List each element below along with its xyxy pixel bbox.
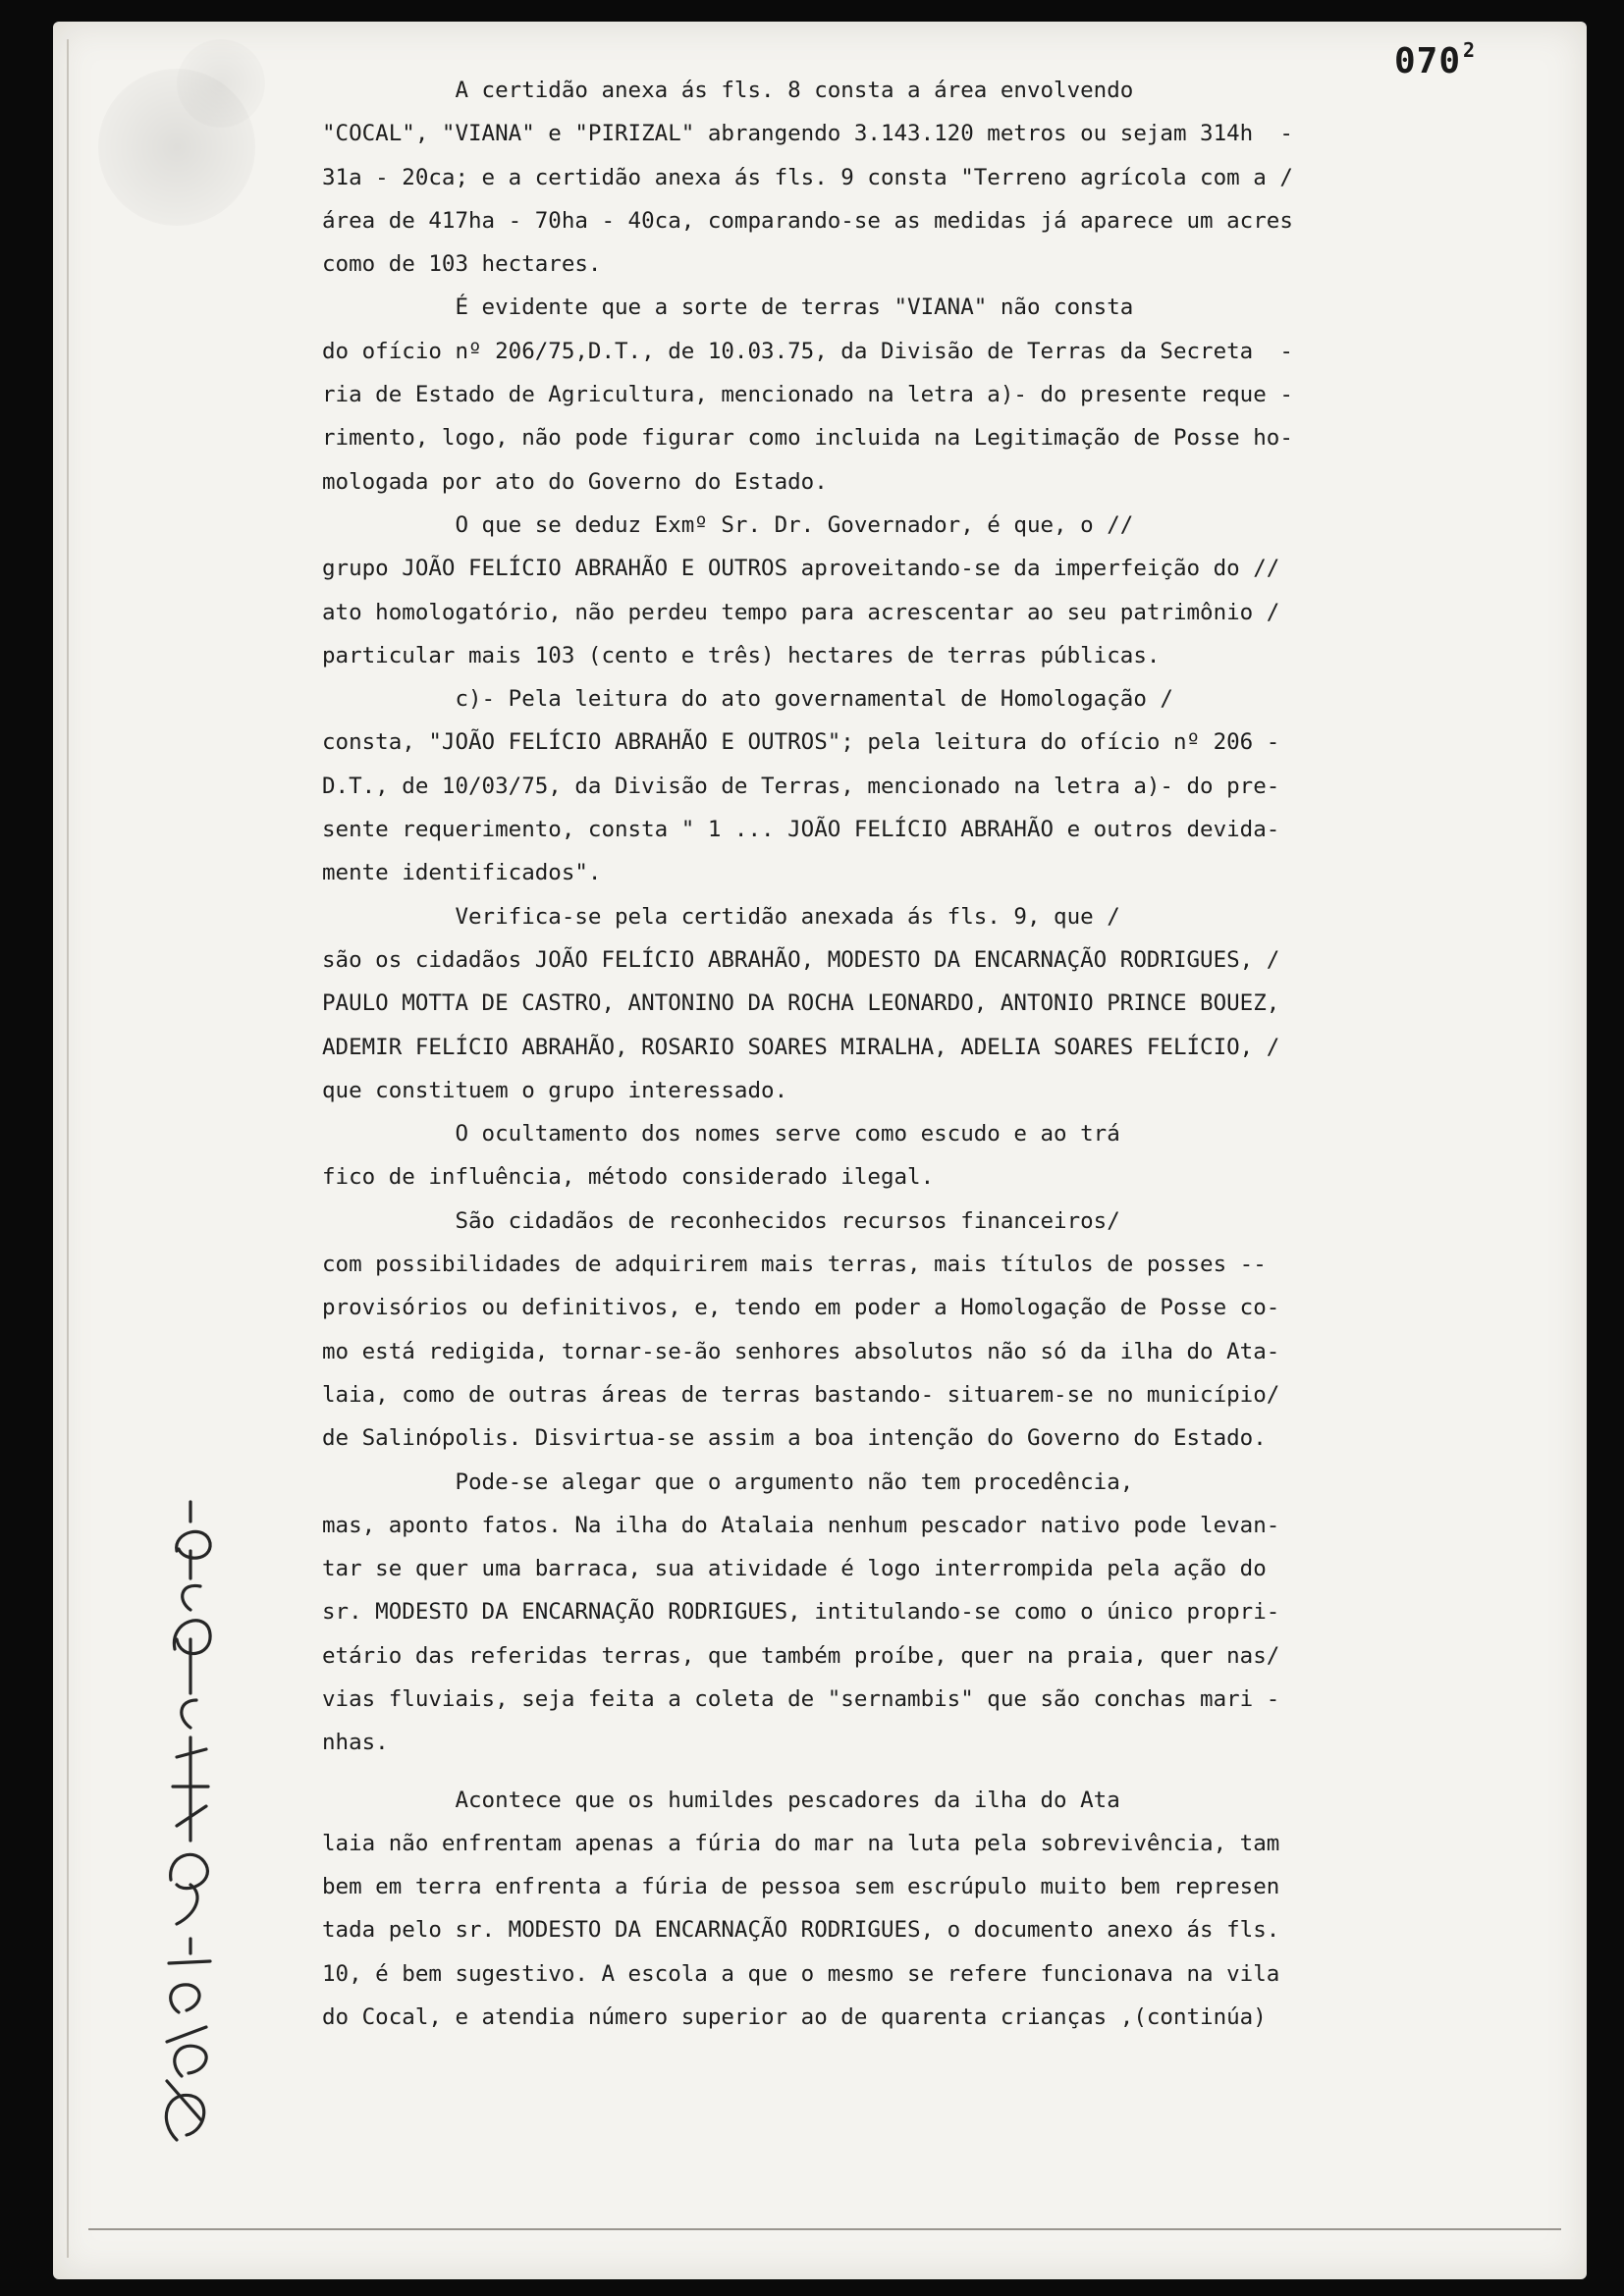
- page-number-value: 070: [1394, 41, 1462, 81]
- handwritten-signature: [108, 1492, 265, 2160]
- text-line: laia, como de outras áreas de terras bastando- situarem-se no município/: [322, 1381, 1280, 1408]
- text-line: D.T., de 10/03/75, da Divisão de Terras, mencionado na letra a)- do pre-: [322, 773, 1280, 799]
- text-line: são os cidadãos JOÃO FELÍCIO ABRAHÃO, MODESTO DA ENCARNAÇÃO RODRIGUES, /: [322, 946, 1280, 973]
- text-line: ADEMIR FELÍCIO ABRAHÃO, ROSARIO SOARES MIRALHA, ADELIA SOARES FELÍCIO, /: [322, 1034, 1280, 1060]
- text-line: fico de influência, método considerado ilegal.: [322, 1164, 935, 1191]
- document-body: [322, 69, 1522, 2039]
- text-line: "COCAL", "VIANA" e "PIRIZAL" abrangendo 3.143.120 metros ou sejam 314h -: [322, 121, 1293, 147]
- text-line: c)- Pela leitura do ato governamental de Homologação /: [322, 686, 1173, 713]
- text-line: provisórios ou definitivos, e, tendo em poder a Homologação de Posse co-: [322, 1295, 1280, 1321]
- text-line: PAULO MOTTA DE CASTRO, ANTONINO DA ROCHA LEONARDO, ANTONIO PRINCE BOUEZ,: [322, 990, 1280, 1017]
- scan-smudge: [177, 39, 265, 128]
- text-line: laia não enfrentam apenas a fúria do mar na luta pela sobrevivência, tam: [322, 1830, 1280, 1856]
- text-line: Acontece que os humildes pescadores da ilha do Ata: [322, 1787, 1120, 1813]
- text-line: mas, aponto fatos. Na ilha do Atalaia nenhum pescador nativo pode levan-: [322, 1512, 1280, 1538]
- text-line: sente requerimento, consta " 1 ... JOÃO FELÍCIO ABRAHÃO e outros devida-: [322, 817, 1280, 843]
- text-line: de Salinópolis. Disvirtua-se assim a boa intenção do Governo do Estado.: [322, 1425, 1267, 1452]
- text-line: vias fluviais, seja feita a coleta de "sernambis" que são conchas mari -: [322, 1685, 1280, 1712]
- text-line: como de 103 hectares.: [322, 251, 602, 278]
- page-number-suffix: 2: [1463, 38, 1477, 62]
- text-line: etário das referidas terras, que também proíbe, quer na praia, quer nas/: [322, 1642, 1280, 1669]
- text-line: sr. MODESTO DA ENCARNAÇÃO RODRIGUES, intitulando-se como o único propri-: [322, 1599, 1280, 1626]
- text-line: mo está redigida, tornar-se-ão senhores absolutos não só da ilha do Ata-: [322, 1338, 1280, 1364]
- text-line: tar se quer uma barraca, sua atividade é logo interrompida pela ação do: [322, 1556, 1267, 1582]
- text-line: São cidadãos de reconhecidos recursos financeiros/: [322, 1207, 1120, 1234]
- text-line: nhas.: [322, 1730, 389, 1756]
- page-edge-line: [67, 39, 69, 2258]
- text-line: mente identificados".: [322, 860, 602, 886]
- text-line: Verifica-se pela certidão anexada ás fls. 9, que /: [322, 903, 1120, 930]
- text-line: do Cocal, e atendia número superior ao de quarenta crianças ,(continúa): [322, 2004, 1267, 2031]
- text-line: tada pelo sr. MODESTO DA ENCARNAÇÃO RODRIGUES, o documento anexo ás fls.: [322, 1917, 1280, 1944]
- text-line: que constituem o grupo interessado.: [322, 1077, 788, 1103]
- paragraph-gap: [322, 1765, 1522, 1779]
- text-line: particular mais 103 (cento e três) hectares de terras públicas.: [322, 642, 1161, 668]
- text-line: ato homologatório, não perdeu tempo para acrescentar ao seu patrimônio /: [322, 599, 1280, 625]
- text-line: 10, é bem sugestivo. A escola a que o mesmo se refere funcionava na vila: [322, 1960, 1280, 1987]
- bottom-divider: [88, 2228, 1561, 2230]
- text-line: O que se deduz Exmº Sr. Dr. Governador, é que, o //: [322, 511, 1134, 538]
- text-line: O ocultamento dos nomes serve como escudo e ao trá: [322, 1121, 1120, 1148]
- text-line: mologada por ato do Governo do Estado.: [322, 468, 828, 495]
- text-line: A certidão anexa ás fls. 8 consta a área envolvendo: [322, 78, 1134, 103]
- text-line: do ofício nº 206/75,D.T., de 10.03.75, da Divisão de Terras da Secreta -: [322, 338, 1293, 364]
- text-line: Pode-se alegar que o argumento não tem procedência,: [322, 1468, 1134, 1495]
- text-line: grupo JOÃO FELÍCIO ABRAHÃO E OUTROS aproveitando-se da imperfeição do //: [322, 556, 1280, 582]
- text-line: rimento, logo, não pode figurar como incluida na Legitimação de Posse ho-: [322, 425, 1293, 452]
- text-line: 31a - 20ca; e a certidão anexa ás fls. 9 consta "Terreno agrícola com a /: [322, 164, 1293, 190]
- text-line: ria de Estado de Agricultura, mencionado na letra a)- do presente reque -: [322, 382, 1293, 408]
- text-line: área de 417ha - 70ha - 40ca, comparando-se as medidas já aparece um acres: [322, 207, 1293, 234]
- text-line: consta, "JOÃO FELÍCIO ABRAHÃO E OUTROS"; pela leitura do ofício nº 206 -: [322, 729, 1280, 756]
- text-line: É evidente que a sorte de terras "VIANA" não consta: [322, 294, 1134, 321]
- text-line: bem em terra enfrenta a fúria de pessoa sem escrúpulo muito bem represen: [322, 1874, 1280, 1900]
- text-line: com possibilidades de adquirirem mais terras, mais títulos de posses --: [322, 1252, 1267, 1278]
